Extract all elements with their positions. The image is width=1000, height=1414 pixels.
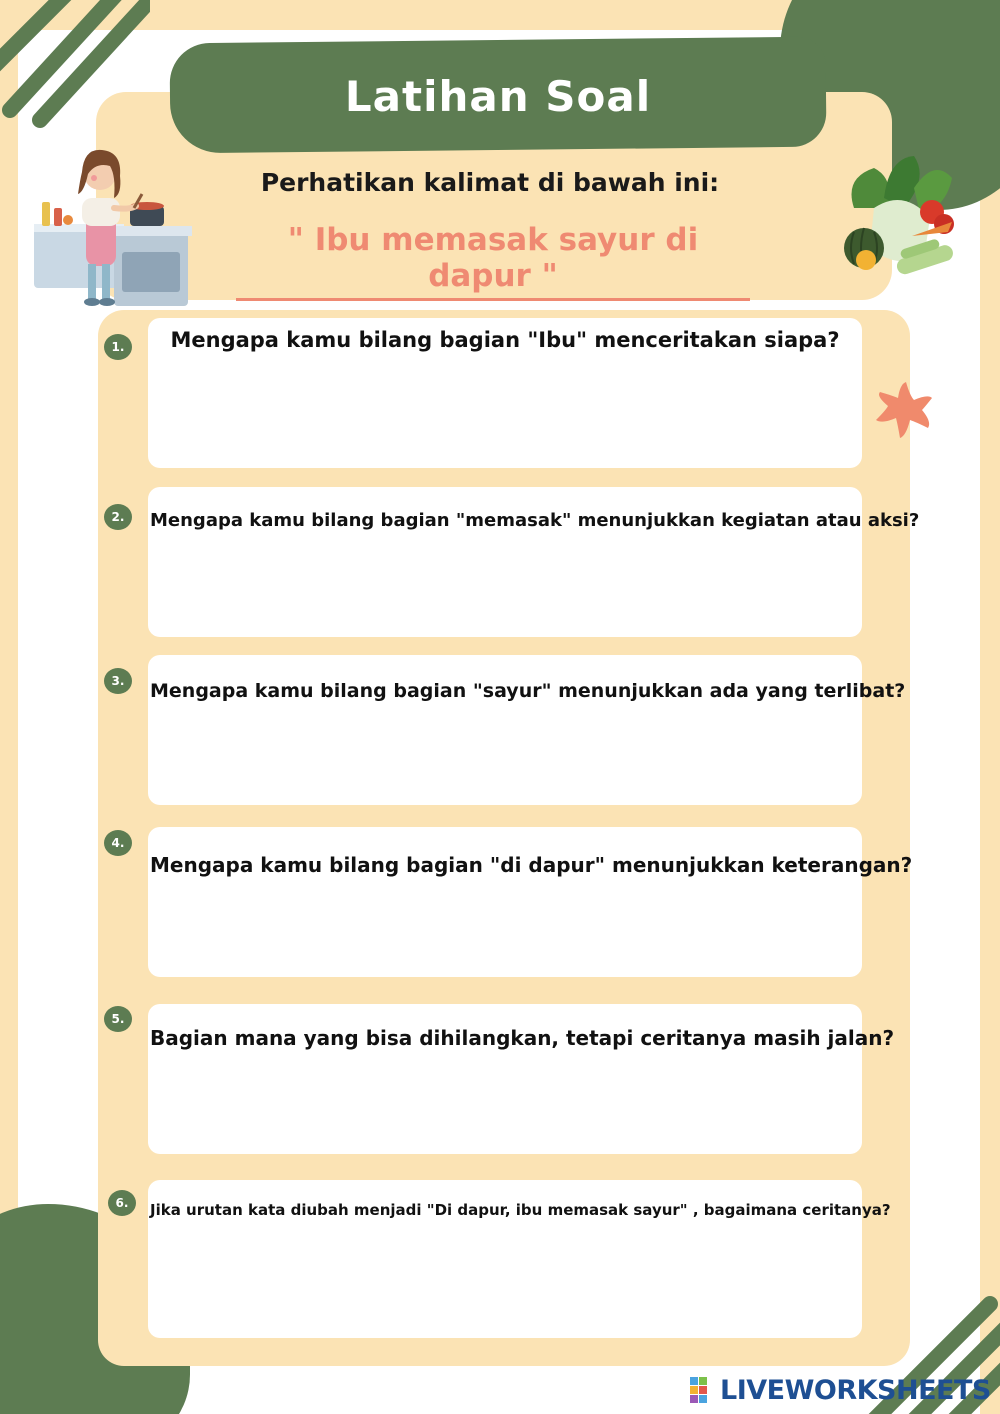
question-text-1: Mengapa kamu bilang bagian "Ibu" menceritakan siapa?	[170, 328, 840, 352]
answer-box-4[interactable]	[148, 827, 913, 977]
question-number-6: 6.	[108, 1190, 136, 1216]
question-text-5: Bagian mana yang bisa dihilangkan, tetapi ceritanya masih jalan?	[150, 1026, 895, 1050]
answer-box-3[interactable]	[148, 655, 906, 805]
question-number-4: 4.	[104, 830, 132, 856]
vegetables-illustration	[834, 148, 964, 278]
question-number-1: 1.	[104, 334, 132, 360]
question-text-2: Mengapa kamu bilang bagian "memasak" menunjukkan kegiatan atau aksi?	[150, 510, 920, 531]
question-number-3: 3.	[104, 668, 132, 694]
liveworksheets-logo[interactable]	[690, 1374, 991, 1406]
question-number-5: 5.	[104, 1006, 132, 1032]
question-text-6: Jika urutan kata diubah menjadi "Di dapur, ibu memasak sayur" , bagaimana ceritanya?	[150, 1201, 891, 1219]
woman-cooking-illustration	[30, 136, 194, 312]
question-text-4: Mengapa kamu bilang bagian "di dapur" menunjukkan keterangan?	[150, 853, 913, 877]
liveworksheets-logo-icon	[690, 1377, 716, 1403]
instruction-text: Perhatikan kalimat di bawah ini:	[260, 168, 720, 197]
example-sentence: " Ibu memasak sayur di dapur "	[236, 222, 750, 301]
page-title: Latihan Soal	[344, 72, 652, 121]
brand-text: LIVEWORKSHEETS	[720, 1374, 991, 1406]
question-number-2: 2.	[104, 504, 132, 530]
question-text-3: Mengapa kamu bilang bagian "sayur" menunjukkan ada yang terlibat?	[150, 680, 906, 702]
star-icon	[872, 378, 936, 440]
